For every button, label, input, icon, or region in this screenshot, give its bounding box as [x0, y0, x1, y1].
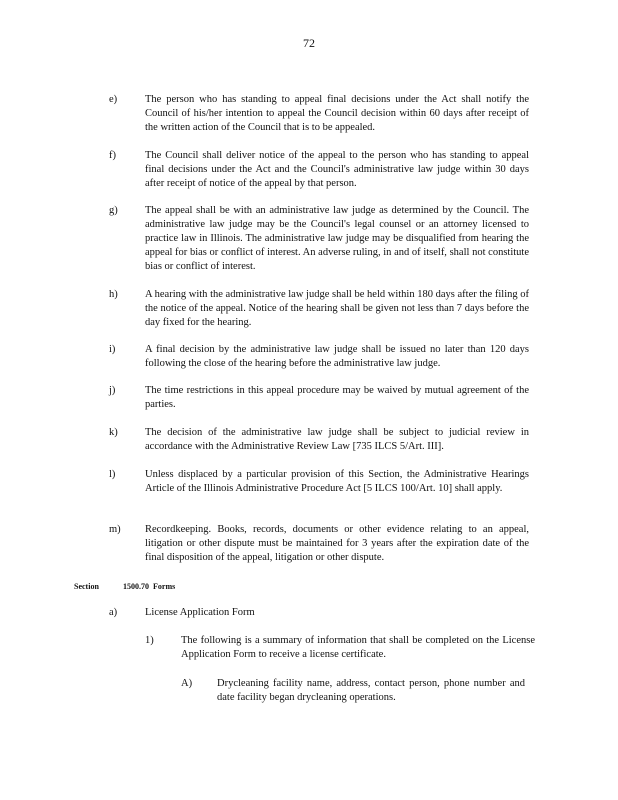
- section-prefix: Section: [74, 582, 99, 591]
- item-text: Recordkeeping. Books, records, documents or other evidence relating to an appeal, litigation or other dispute must be maintained for 3 years after the expiration date of the final disposition of the appeal, litigation or other dispute.: [145, 524, 529, 563]
- paragraph-text: The following is a summary of information that shall be completed on the License Application Form to receive a license certificate.: [181, 635, 535, 660]
- item-text: The time restrictions in this appeal procedure may be waived by mutual agreement of the parties.: [145, 385, 529, 410]
- subsection-text: License Application Form: [145, 607, 255, 618]
- page-number: 72: [303, 36, 315, 50]
- subparagraph-text: Drycleaning facility name, address, contact person, phone number and date facility began drycleaning operations.: [217, 678, 525, 703]
- item-text: Unless displaced by a particular provision of this Section, the Administrative Hearings Article of the Illinois Administrative Procedure Act [5 ILCS 100/Art. 10] shall apply.: [145, 469, 529, 494]
- item-label: l): [109, 469, 116, 480]
- item-text: A final decision by the administrative law judge shall be issued no later than 120 days following the close of the hearing before the administrative law judge.: [145, 344, 529, 369]
- item-label: j): [109, 385, 116, 396]
- subsection-label: a): [109, 607, 118, 618]
- item-label: k): [109, 427, 118, 438]
- section-heading: [74, 582, 176, 591]
- item-label: i): [109, 344, 116, 355]
- paragraph-label: 1): [145, 635, 154, 646]
- item-text: The appeal shall be with an administrative law judge as determined by the Council. The administrative law judge may be the Council's legal counsel or an attorney licensed to practice law in Illinois. The administrative law judge may be disqualified from hearing the appeal for bias or conflict of interest. An adverse ruling, in and of itself, shall not constitute bias or conflict of interest.: [145, 205, 529, 272]
- item-text: The decision of the administrative law judge shall be subject to judicial review in accordance with the Administrative Review Law [735 ILCS 5/Art. III].: [145, 427, 529, 452]
- item-text: A hearing with the administrative law judge shall be held within 180 days after the filing of the notice of the appeal. Notice of the hearing shall be given not less than 7 days before the day fixed for the hearing.: [145, 289, 529, 328]
- section-title: Forms: [153, 582, 176, 591]
- item-label: h): [109, 289, 118, 300]
- subparagraph-label: A): [181, 678, 193, 689]
- item-label: f): [109, 150, 116, 161]
- item-text: The person who has standing to appeal final decisions under the Act shall notify the Council of his/her intention to appeal the Council decision within 60 days after receipt of the written action of the Council that is to be appealed.: [145, 94, 529, 133]
- item-label: g): [109, 205, 118, 216]
- item-label: e): [109, 94, 118, 105]
- item-label: m): [109, 524, 121, 535]
- section-number: 1500.70: [123, 582, 149, 591]
- item-text: The Council shall deliver notice of the appeal to the person who has standing to appeal final decisions under the Act and the Council's administrative law judge within 30 days after receipt of notice of the appeal by that person.: [145, 150, 529, 189]
